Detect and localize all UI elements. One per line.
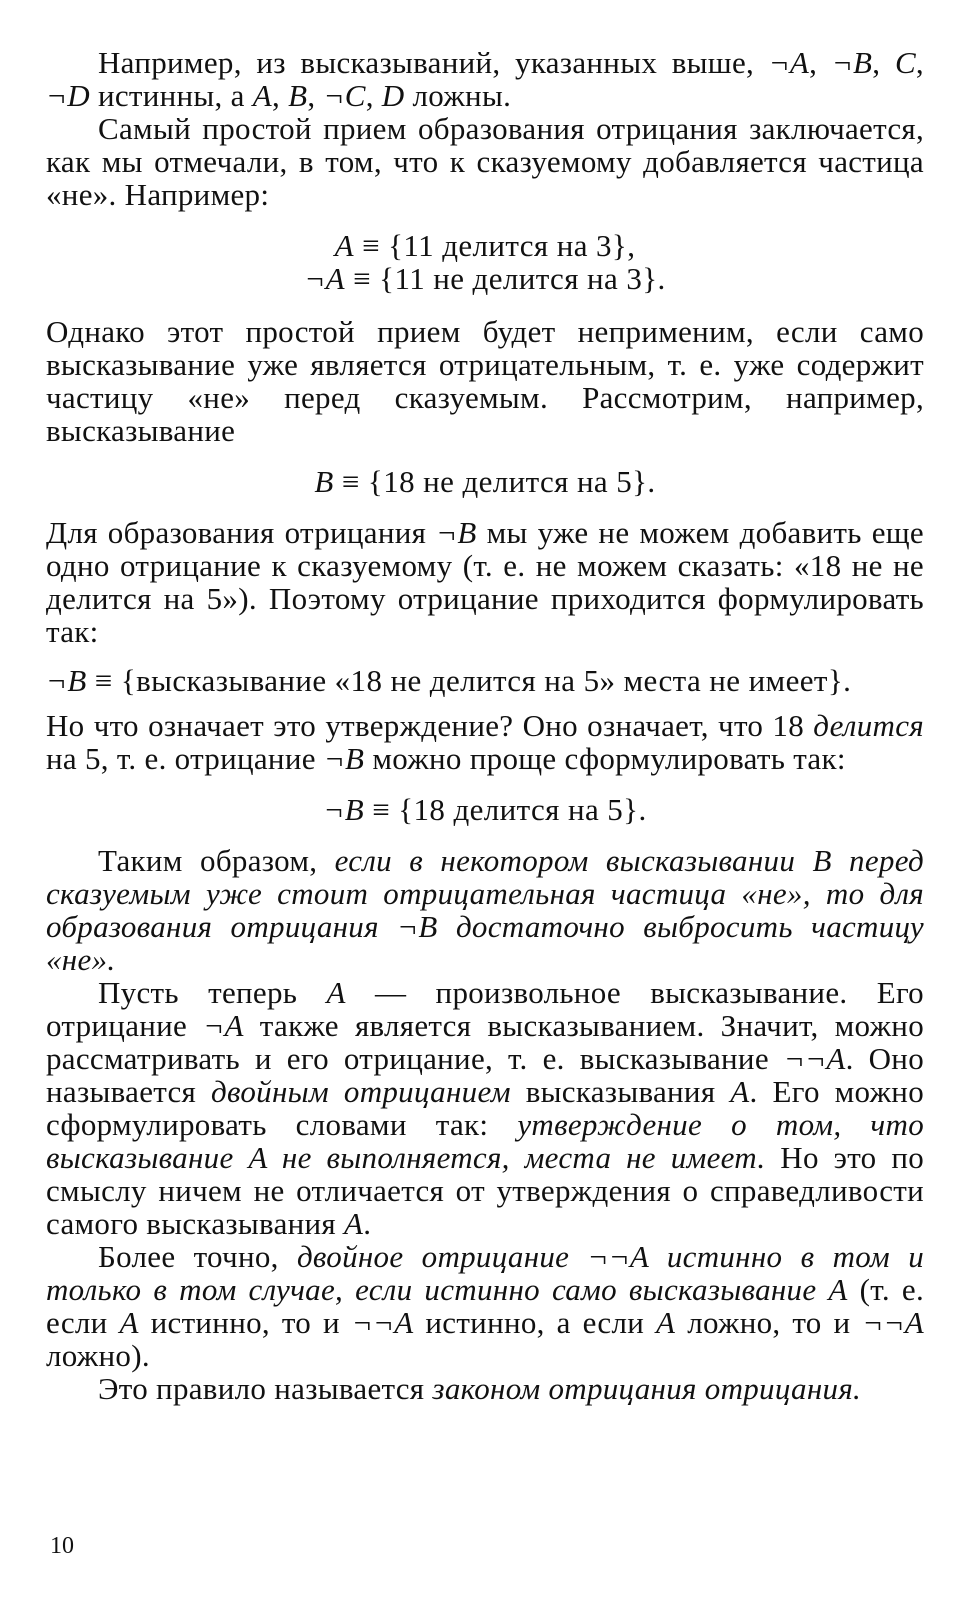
math-a: A: [252, 78, 273, 113]
math-a: A: [344, 1206, 364, 1241]
text: ложно, то и: [675, 1305, 863, 1340]
formula-b: [46, 465, 924, 498]
text: Для образования отрицания: [46, 515, 437, 550]
paragraph-rule: [46, 844, 924, 976]
formula-lhs: ¬B: [323, 792, 365, 827]
math-b: B: [288, 78, 308, 113]
page-number: 10: [50, 1533, 74, 1559]
text: истинны, а: [89, 78, 253, 113]
math-not-a: ¬A: [768, 45, 810, 80]
emphasis: делится: [813, 708, 924, 743]
emphasis: если в некотором высказывании B перед сказуемым уже стоит отрицательная частица «не», то для образования отрицания ¬B достаточно выбросить частицу «не».: [46, 843, 924, 977]
emphasis: утверждение о том, что высказывание A не выполняется, места не имеет.: [46, 1107, 924, 1175]
formula-block-a: [46, 229, 924, 295]
math-not-b: ¬B: [436, 515, 477, 550]
text: на 5, т. е. отрицание: [46, 741, 324, 776]
text: ,: [915, 45, 924, 80]
text: Но это по смыслу ничем не отличается от утверждения о справедливости самого высказывания: [46, 1140, 925, 1241]
math-not-not-a: ¬¬A: [783, 1041, 846, 1076]
text: ложны.: [404, 78, 512, 113]
formula-a: [46, 229, 924, 262]
paragraph-forming-negation: [46, 516, 924, 648]
text: ,: [872, 45, 895, 80]
text: Но что означает это утверждение? Оно означает, что 18: [46, 708, 814, 743]
text: также является высказыванием. Значит, можно рассматривать и его отрицание, т. е. высказывание: [46, 1008, 924, 1076]
text: истинно, то и: [138, 1305, 352, 1340]
text: Это правило называется: [98, 1371, 433, 1406]
math-not-b: ¬B: [831, 45, 873, 80]
formula-rhs: ≡ {11 делится на 3},: [353, 228, 636, 263]
math-a: A: [730, 1074, 750, 1109]
emphasis: двойное отрицание ¬¬A истинно в том и только в том случае, если истинно само высказывание A: [46, 1239, 924, 1307]
paragraph-meaning: [46, 709, 924, 775]
paragraph-double-negation: [46, 976, 924, 1240]
text: .: [363, 1206, 372, 1241]
text: истинно, а если: [413, 1305, 657, 1340]
math-d: D: [381, 78, 405, 113]
formula-rhs: ≡ {высказывание «18 не делится на 5» места не имеет}.: [86, 663, 852, 698]
formula-not-b-simple: [46, 793, 924, 826]
formula-lhs: ¬A: [304, 261, 345, 296]
math-a: A: [656, 1305, 676, 1340]
paragraph-however: Однако этот простой прием будет неприменим, если само высказывание уже является отрицательным, т. е. уже содержит частицу «не» перед сказуемым. Рассмотрим, например, высказывание: [46, 314, 924, 448]
formula-lhs: A: [334, 228, 354, 263]
text: Более точно,: [98, 1239, 297, 1274]
paragraph-example-truth: [46, 46, 924, 112]
text: ложно).: [46, 1338, 150, 1373]
formula-rhs: ≡ {18 делится на 5}.: [364, 792, 647, 827]
formula-rhs: ≡ {11 не делится на 3}.: [344, 261, 666, 296]
text: — произвольное высказывание. Его отрицание: [46, 975, 924, 1043]
formula-lhs: B: [314, 464, 334, 499]
math-not-not-a: ¬¬A: [862, 1305, 924, 1340]
emphasis: двойным отрицанием: [211, 1074, 511, 1109]
text: можно проще сформулировать так:: [364, 741, 846, 776]
emphasis: законом отрицания отрицания.: [432, 1371, 862, 1406]
formula-rhs: ≡ {18 не делится на 5}.: [333, 464, 656, 499]
text: Таким образом,: [98, 843, 335, 878]
text: . Его можно сформулировать словами так:: [46, 1074, 924, 1142]
math-a: A: [119, 1305, 139, 1340]
formula-lhs: ¬B: [46, 663, 87, 698]
formula-not-b-statement: [46, 664, 924, 697]
math-not-b: ¬B: [323, 741, 365, 776]
text: Пусть теперь: [98, 975, 327, 1010]
text: . Оно называется: [46, 1041, 925, 1109]
text: мы уже не можем добавить еще одно отрицание к сказуемому (т. е. не можем сказать: «18 не не делится на 5»). Поэтому отрицание приходится формулировать так:: [46, 515, 924, 649]
math-not-not-a: ¬¬A: [351, 1305, 414, 1340]
paragraph-simple-negation: Самый простой прием образования отрицания заключается, как мы отмечали, в том, что к сказуемому добавляется частица «не». Например:: [46, 111, 924, 212]
text: ,: [809, 45, 832, 80]
text: высказывания: [510, 1074, 731, 1109]
text: Например, из высказываний, указанных выше,: [98, 45, 769, 80]
math-not-a: ¬A: [203, 1008, 244, 1043]
text: ,: [272, 78, 289, 113]
math-c: C: [894, 45, 916, 80]
math-not-d: ¬D: [46, 78, 90, 113]
text: ,: [307, 78, 324, 113]
text: ,: [365, 78, 382, 113]
paragraph-law-name: [46, 1372, 924, 1405]
text: (т. е. если: [46, 1272, 924, 1340]
math-not-c: ¬C: [323, 78, 366, 113]
formula-not-a: [46, 262, 924, 295]
math-a: A: [326, 975, 346, 1010]
paragraph-more-precisely: [46, 1240, 924, 1372]
